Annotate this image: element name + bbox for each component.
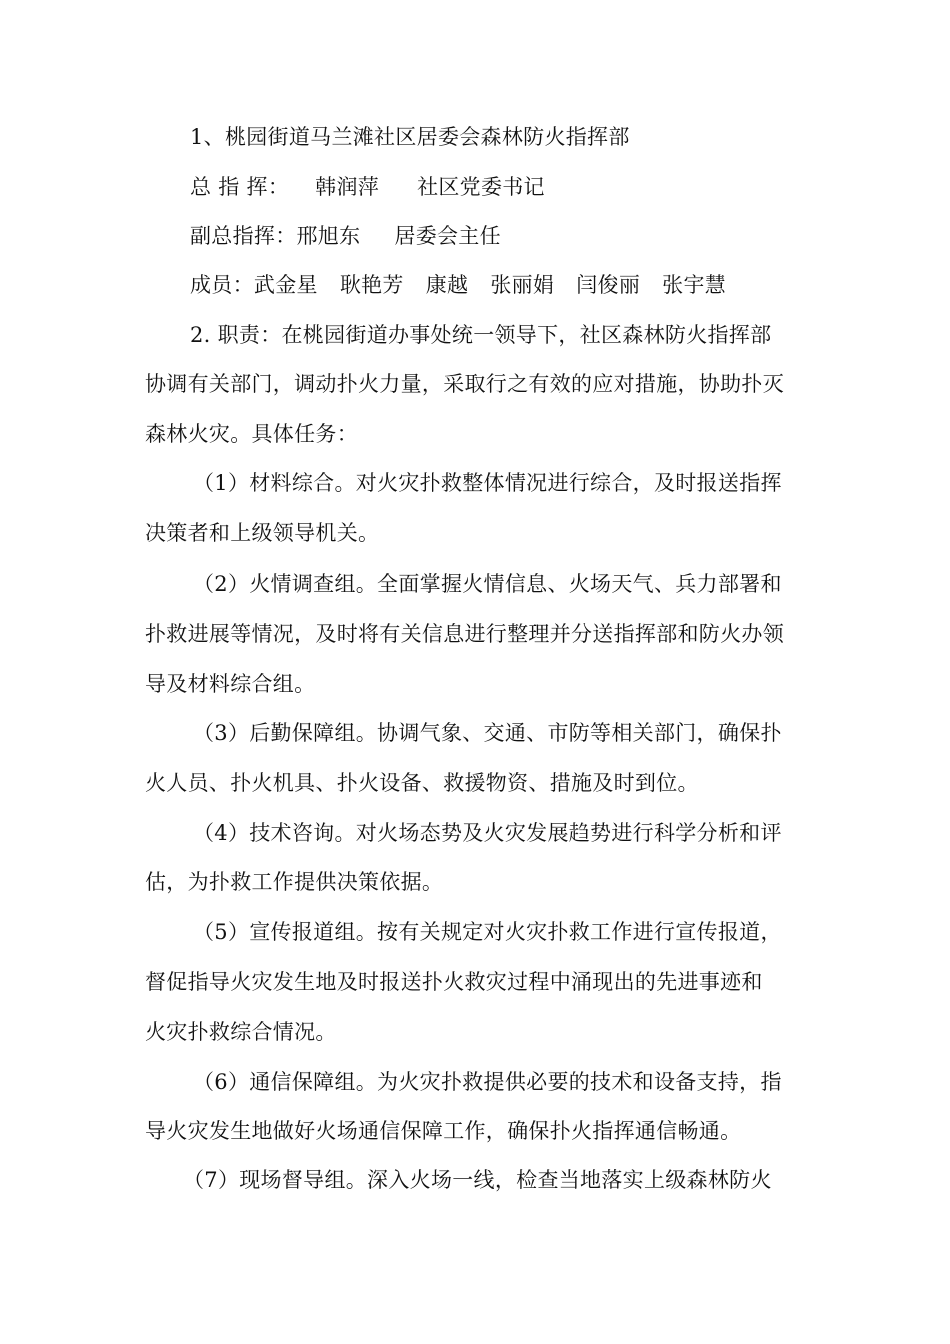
member-name: 张宇慧 — [662, 273, 727, 297]
task-7-line: （7）现场督导组。深入火场一线，检查当地落实上级森林防火 — [183, 1168, 772, 1192]
member-name: 康越 — [425, 273, 469, 297]
member-name: 闫俊丽 — [576, 273, 641, 297]
member-name: 武金星 — [253, 273, 318, 297]
task-5-line: 督促指导火灾发生地及时报送扑火救灾过程中涌现出的先进事迹和 — [145, 970, 763, 994]
duty-line: 森林火灾。具体任务： — [145, 422, 358, 446]
task-5-line: （5）宣传报道组。按有关规定对火灾扑救工作进行宣传报道， — [193, 920, 782, 944]
commander-label: 总 指 挥： — [190, 175, 290, 199]
members-label: 成员： — [190, 273, 254, 297]
member-name: 耿艳芳 — [339, 273, 404, 297]
members-row — [190, 272, 860, 298]
task-6-line: 导火灾发生地做好火场通信保障工作，确保扑火指挥通信畅通。 — [145, 1119, 742, 1143]
task-1-line: 决策者和上级领导机关。 — [145, 521, 380, 545]
deputy-title: 居委会主任 — [394, 224, 501, 248]
deputy-row — [190, 223, 860, 249]
member-name: 张丽娟 — [490, 273, 555, 297]
commander-row — [190, 174, 860, 200]
task-3-line: （3）后勤保障组。协调气象、交通、市防等相关部门，确保扑 — [193, 721, 782, 745]
duty-line: 协调有关部门，调动扑火力量，采取行之有效的应对措施，协助扑灭 — [145, 372, 784, 396]
commander-title: 社区党委书记 — [417, 175, 545, 199]
duty-line: 2. 职责：在桃园街道办事处统一领导下，社区森林防火指挥部 — [190, 323, 772, 347]
section-title: 1、桃园街道马兰滩社区居委会森林防火指挥部 — [190, 125, 630, 149]
task-3-line: 火人员、扑火机具、扑火设备、救援物资、措施及时到位。 — [145, 771, 699, 795]
task-2-line: 导及材料综合组。 — [145, 672, 316, 696]
task-2-line: 扑救进展等情况，及时将有关信息进行整理并分送指挥部和防火办领 — [145, 622, 784, 646]
deputy-label: 副总指挥： — [190, 224, 297, 248]
task-2-line: （2）火情调查组。全面掌握火情信息、火场天气、兵力部署和 — [193, 572, 782, 596]
task-4-line: 估，为扑救工作提供决策依据。 — [145, 870, 444, 894]
task-4-line: （4）技术咨询。对火场态势及火灾发展趋势进行科学分析和评 — [193, 821, 782, 845]
task-6-line: （6）通信保障组。为火灾扑救提供必要的技术和设备支持，指 — [193, 1070, 782, 1094]
task-1-line: （1）材料综合。对火灾扑救整体情况进行综合，及时报送指挥 — [193, 471, 782, 495]
deputy-name: 邢旭东 — [296, 224, 361, 248]
task-5-line: 火灾扑救综合情况。 — [145, 1020, 337, 1044]
commander-name: 韩润萍 — [315, 175, 380, 199]
